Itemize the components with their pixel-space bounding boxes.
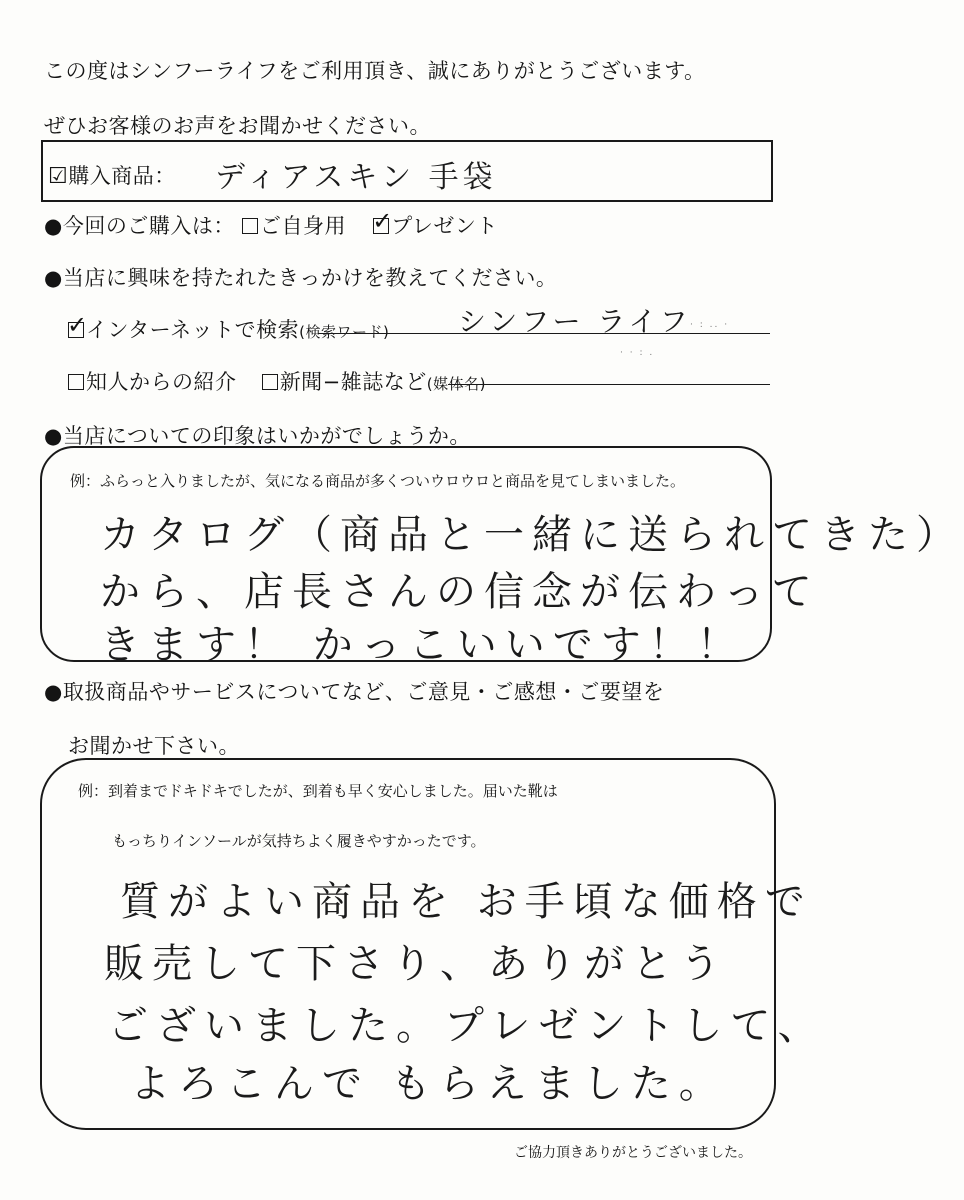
gift-label: プレゼント	[391, 214, 498, 238]
q3-answer-line-3: きます！ かっこいいです！！	[100, 622, 745, 668]
referral-row	[68, 366, 486, 396]
q1-row	[44, 207, 498, 240]
internet-checkmark-icon: ✓	[67, 311, 88, 339]
q4-label-line-1: ●取扱商品やサービスについてなど、ご意見・ご感想・ご要望を	[44, 680, 665, 704]
media-underline	[448, 384, 770, 385]
gift-checkmark-icon: ✓	[372, 207, 393, 235]
q2-label: ●当店に興味を持たれたきっかけを教えてください。	[44, 266, 558, 290]
q3-example: 例：ふらっと入りましたが、気になる商品が多くついウロウロと商品を見てしまいました。	[70, 472, 686, 490]
newspaper-checkbox[interactable]	[262, 374, 278, 390]
q4-example-line-1: 例：到着までドキドキでしたが、到着も早く安心しました。届いた靴は	[78, 782, 558, 800]
q4-answer-line-2: 販売して下さり、ありがとう	[104, 941, 728, 987]
q4-answer-line-4: よろこんで もらえました。	[130, 1061, 727, 1107]
q4-answer-line-1: 質がよい商品を お手頃な価格で	[120, 879, 813, 925]
purchase-label: 購入商品：	[68, 164, 176, 188]
q1-label: ●今回のご購入は：	[44, 214, 235, 238]
footer-thanks: ご協力頂きありがとうございました。	[514, 1145, 752, 1161]
purchase-checkmark[interactable]: ☑	[48, 164, 69, 189]
internet-checkbox[interactable]	[67, 311, 88, 339]
scan-noise-2: · · : .	[620, 348, 655, 358]
q4-label-line-2: お聞かせ下さい。	[68, 734, 240, 758]
internet-label: インターネットで検索	[86, 318, 300, 342]
newspaper-label: 新聞−雑誌など	[279, 370, 427, 394]
purchase-value[interactable]: ディアスキン 手袋	[215, 160, 497, 195]
self-use-checkbox[interactable]	[242, 218, 258, 234]
gift-checkbox[interactable]	[372, 207, 393, 235]
intro-line-1: この度はシンフーライフをご利用頂き、誠にありがとうございます。	[44, 59, 706, 83]
friend-checkbox[interactable]	[68, 374, 84, 390]
scan-noise: · : .. ·	[690, 320, 730, 330]
search-word-label: (検索ワード)	[299, 323, 390, 341]
q4-example-line-2: もっちりインソールが気持ちよく履きやすかったです。	[112, 832, 486, 850]
q3-answer-line-1: カタログ（商品と一緒に送られてきた）	[100, 512, 964, 558]
self-use-label: ご自身用	[260, 214, 347, 238]
intro-line-2: ぜひお客様のお声をお聞かせください。	[44, 114, 431, 138]
friend-label: 知人からの紹介	[86, 370, 237, 394]
search-word-value[interactable]: シンフー ライフ	[458, 305, 692, 338]
internet-row	[67, 311, 390, 344]
q3-answer-line-2: から、店長さんの信念が伝わって	[100, 569, 820, 615]
media-label: (媒体名)	[426, 375, 487, 393]
search-word-underline	[318, 333, 770, 334]
purchase-row	[48, 160, 176, 190]
q3-label: ●当店についての印象はいかがでしょうか。	[44, 424, 471, 448]
q4-answer-line-3: ございました。プレゼントして、	[108, 1003, 826, 1049]
